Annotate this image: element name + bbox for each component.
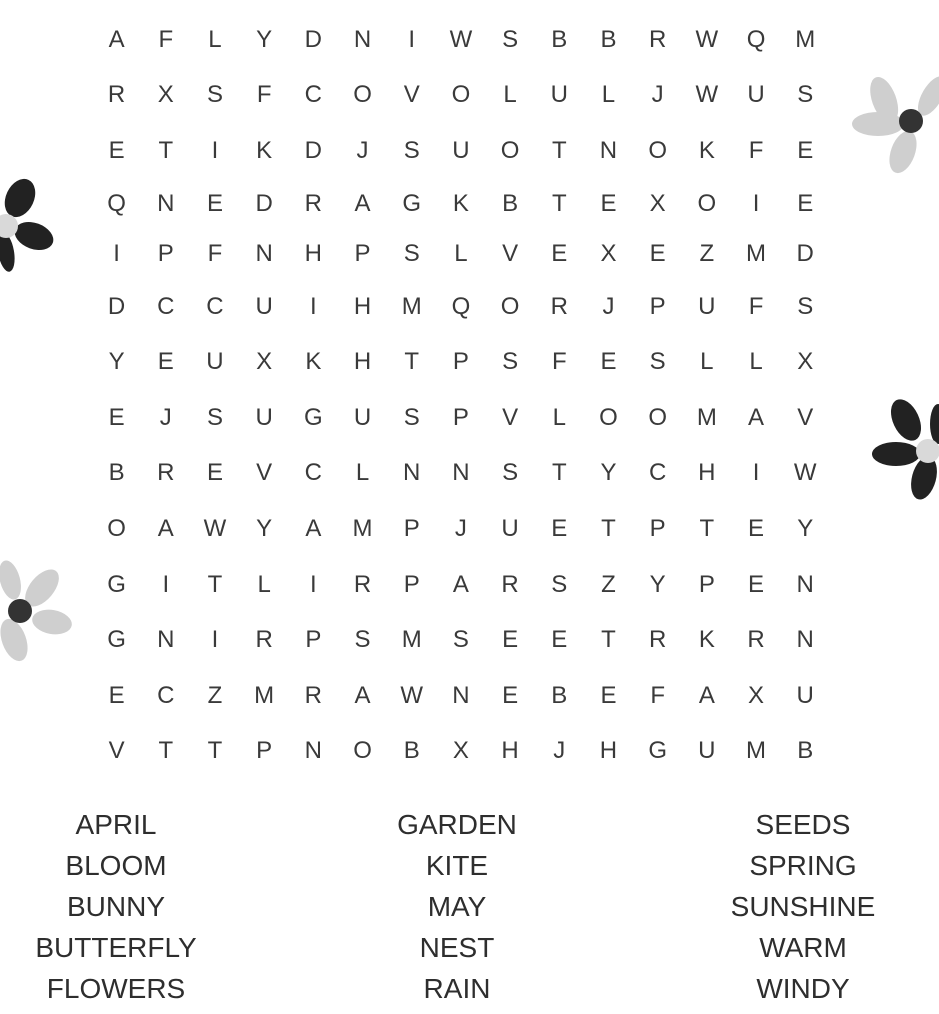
grid-letter[interactable]: O — [697, 189, 717, 217]
grid-letter[interactable]: E — [108, 136, 125, 164]
grid-letter[interactable]: V — [256, 459, 273, 487]
grid-letter[interactable]: S — [403, 239, 420, 267]
grid-letter[interactable]: S — [403, 136, 420, 164]
grid-letter[interactable]: E — [649, 239, 666, 267]
grid-letter[interactable]: V — [502, 403, 519, 431]
grid-letter[interactable]: G — [402, 189, 422, 217]
word-column — [0, 804, 232, 1009]
grid-letter[interactable]: P — [157, 239, 174, 267]
light-flower-icon — [848, 66, 939, 174]
grid-letter[interactable]: T — [404, 348, 420, 376]
grid-letter[interactable]: O — [451, 81, 471, 109]
grid-row — [92, 612, 830, 668]
grid-letter[interactable]: K — [698, 136, 715, 164]
grid-letter[interactable]: U — [747, 81, 765, 109]
grid-letter[interactable]: Y — [256, 514, 273, 542]
grid-letter[interactable]: N — [796, 626, 814, 654]
grid-letter[interactable]: H — [501, 737, 519, 765]
grid-letter[interactable]: Z — [207, 681, 223, 709]
word-list-item: WARM — [759, 932, 847, 963]
word-list — [0, 804, 939, 1014]
word-list-item: KITE — [425, 850, 489, 881]
grid-row — [92, 557, 830, 613]
grid-letter[interactable]: N — [452, 681, 470, 709]
grid-letter[interactable]: M — [746, 239, 767, 267]
grid-letter[interactable]: R — [304, 681, 323, 709]
grid-row — [92, 229, 830, 279]
grid-letter[interactable]: V — [403, 81, 420, 109]
grid-letter[interactable]: S — [502, 348, 519, 376]
grid-letter[interactable]: U — [255, 292, 273, 320]
grid-letter[interactable]: I — [162, 570, 170, 598]
grid-letter[interactable]: B — [551, 681, 568, 709]
word-list-item: APRIL — [75, 809, 157, 840]
grid-letter[interactable]: R — [255, 626, 273, 654]
grid-letter[interactable]: I — [113, 239, 120, 267]
grid-letter[interactable]: B — [797, 737, 814, 765]
grid-letter[interactable]: V — [108, 737, 125, 765]
grid-letter[interactable]: K — [305, 348, 322, 376]
grid-letter[interactable]: D — [107, 292, 126, 320]
grid-letter[interactable]: U — [452, 136, 470, 164]
grid-letter[interactable]: E — [551, 239, 568, 267]
grid-row — [92, 68, 830, 124]
grid-letter[interactable]: R — [747, 626, 765, 654]
grid-letter[interactable]: I — [752, 459, 760, 487]
grid-letter[interactable]: J — [602, 292, 615, 320]
grid-letter[interactable]: T — [551, 459, 567, 487]
grid-letter[interactable]: L — [257, 570, 271, 598]
grid-letter[interactable]: B — [551, 25, 568, 53]
grid-letter[interactable]: C — [206, 292, 224, 320]
grid-letter[interactable]: B — [403, 737, 420, 765]
grid-letter[interactable]: F — [650, 681, 665, 709]
grid-letter[interactable]: K — [452, 189, 469, 217]
grid-letter[interactable]: O — [648, 403, 667, 431]
grid-letter[interactable]: R — [550, 292, 568, 320]
grid-letter[interactable]: H — [304, 239, 323, 267]
word-list-item: GARDEN — [397, 809, 517, 840]
grid-letter[interactable]: P — [698, 570, 715, 598]
grid-letter[interactable]: T — [158, 136, 174, 164]
word-column — [342, 804, 572, 1009]
grid-letter[interactable]: A — [354, 189, 371, 217]
dark-flower-icon — [0, 176, 56, 276]
grid-letter[interactable]: N — [157, 626, 175, 654]
grid-letter[interactable]: U — [255, 403, 273, 431]
grid-letter[interactable]: E — [108, 403, 125, 431]
grid-letter[interactable]: E — [502, 681, 519, 709]
grid-letter[interactable]: P — [305, 626, 322, 654]
grid-letter[interactable]: S — [551, 570, 568, 598]
grid-letter[interactable]: A — [305, 514, 322, 542]
grid-letter[interactable]: E — [108, 681, 125, 709]
grid-letter[interactable]: K — [698, 626, 715, 654]
grid-letter[interactable]: V — [502, 239, 519, 267]
grid-letter[interactable]: E — [600, 681, 617, 709]
grid-letter[interactable]: S — [354, 626, 371, 654]
grid-letter[interactable]: S — [502, 459, 519, 487]
grid-letter[interactable]: N — [353, 25, 372, 53]
grid-letter[interactable]: T — [699, 514, 715, 542]
word-list-item: BLOOM — [65, 850, 167, 881]
grid-letter[interactable]: S — [797, 292, 814, 320]
grid-letter[interactable]: A — [354, 681, 371, 709]
grid-letter[interactable]: D — [304, 25, 323, 53]
grid-letter[interactable]: I — [211, 136, 219, 164]
grid-row — [92, 724, 830, 780]
grid-row — [92, 279, 830, 335]
word-list-item: SEEDS — [755, 809, 851, 840]
grid-letter[interactable]: J — [454, 514, 467, 542]
grid-letter[interactable]: E — [748, 570, 765, 598]
grid-letter[interactable]: K — [256, 136, 273, 164]
grid-letter[interactable]: S — [206, 403, 223, 431]
grid-letter[interactable]: E — [206, 459, 223, 487]
grid-letter[interactable]: U — [698, 737, 716, 765]
grid-letter[interactable]: F — [748, 292, 764, 320]
grid-letter[interactable]: Z — [699, 239, 715, 267]
grid-letter[interactable]: P — [452, 403, 469, 431]
grid-letter[interactable]: N — [304, 737, 323, 765]
grid-letter[interactable]: E — [502, 626, 519, 654]
grid-letter[interactable]: R — [648, 25, 667, 53]
grid-letter[interactable]: Q — [746, 25, 766, 53]
grid-row — [92, 334, 830, 390]
grid-letter[interactable]: J — [651, 81, 664, 109]
grid-letter[interactable]: R — [353, 570, 372, 598]
grid-letter[interactable]: E — [551, 626, 568, 654]
grid-letter[interactable]: C — [157, 681, 175, 709]
word-list-item: NEST — [419, 932, 495, 963]
grid-letter[interactable]: A — [748, 403, 765, 431]
grid-row — [92, 12, 830, 68]
grid-letter[interactable]: G — [107, 570, 126, 598]
grid-letter[interactable]: N — [599, 136, 618, 164]
grid-letter[interactable]: J — [159, 403, 172, 431]
grid-letter[interactable]: P — [649, 514, 666, 542]
grid-letter[interactable]: S — [797, 81, 814, 109]
grid-letter[interactable]: S — [649, 348, 666, 376]
grid-letter[interactable]: X — [649, 189, 666, 217]
grid-letter[interactable]: S — [403, 403, 420, 431]
grid-letter[interactable]: N — [452, 459, 470, 487]
grid-letter[interactable]: E — [600, 348, 617, 376]
grid-letter[interactable]: F — [748, 136, 764, 164]
grid-letter[interactable]: R — [157, 459, 175, 487]
grid-letter[interactable]: S — [502, 25, 519, 53]
grid-letter[interactable]: P — [256, 737, 273, 765]
grid-letter[interactable]: B — [108, 459, 125, 487]
grid-letter[interactable]: I — [408, 25, 416, 53]
grid-row — [92, 446, 830, 502]
grid-letter[interactable]: Y — [649, 570, 666, 598]
word-list-item: SPRING — [749, 850, 857, 881]
grid-letter[interactable]: U — [550, 81, 568, 109]
grid-letter[interactable]: R — [648, 626, 667, 654]
grid-letter[interactable]: I — [752, 189, 760, 217]
grid-letter[interactable]: L — [355, 459, 370, 487]
grid-letter[interactable]: V — [797, 403, 814, 431]
grid-letter[interactable]: P — [452, 348, 469, 376]
grid-letter[interactable]: L — [749, 348, 763, 376]
grid-row — [92, 390, 830, 446]
grid-letter[interactable]: W — [203, 514, 227, 542]
light-flower-icon — [0, 560, 74, 664]
grid-letter[interactable]: A — [157, 514, 174, 542]
grid-letter[interactable]: A — [108, 25, 125, 53]
grid-letter[interactable]: E — [797, 189, 814, 217]
word-list-item: WINDY — [756, 973, 850, 1004]
grid-letter[interactable]: E — [600, 189, 617, 217]
grid-letter[interactable]: E — [551, 514, 568, 542]
grid-letter[interactable]: D — [304, 136, 323, 164]
grid-row — [92, 501, 830, 557]
grid-letter[interactable]: T — [207, 570, 223, 598]
grid-letter[interactable]: X — [600, 239, 617, 267]
grid-letter[interactable]: O — [599, 403, 618, 431]
grid-letter[interactable]: F — [256, 81, 272, 109]
grid-letter[interactable]: W — [400, 681, 424, 709]
grid-letter[interactable]: X — [256, 348, 273, 376]
grid-letter[interactable]: L — [454, 239, 468, 267]
grid-letter[interactable]: B — [600, 25, 617, 53]
grid-letter[interactable]: Y — [108, 348, 125, 376]
grid-letter[interactable]: M — [696, 403, 717, 431]
grid-letter[interactable]: E — [748, 514, 765, 542]
grid-letter[interactable]: R — [501, 570, 519, 598]
dark-flower-icon — [868, 394, 939, 504]
grid-letter[interactable]: F — [158, 25, 174, 53]
grid-letter[interactable]: H — [353, 348, 372, 376]
grid-letter[interactable]: M — [401, 292, 422, 320]
grid-letter[interactable]: N — [255, 239, 273, 267]
grid-letter[interactable]: H — [698, 459, 716, 487]
grid-letter[interactable]: I — [310, 570, 317, 598]
grid-letter[interactable]: Y — [600, 459, 617, 487]
grid-letter[interactable]: T — [551, 136, 567, 164]
grid-letter[interactable]: U — [796, 681, 814, 709]
grid-letter[interactable]: O — [500, 292, 520, 320]
grid-letter[interactable]: M — [746, 737, 767, 765]
grid-letter[interactable]: P — [403, 514, 420, 542]
grid-letter[interactable]: X — [452, 737, 469, 765]
grid-letter[interactable]: T — [601, 626, 616, 654]
grid-letter[interactable]: Q — [451, 292, 471, 320]
grid-letter[interactable]: S — [452, 626, 469, 654]
grid-letter[interactable]: D — [796, 239, 814, 267]
grid-letter[interactable]: W — [695, 25, 719, 53]
grid-letter[interactable]: J — [553, 737, 566, 765]
grid-letter[interactable]: M — [352, 514, 373, 542]
grid-letter[interactable]: N — [796, 570, 814, 598]
grid-letter[interactable]: Z — [601, 570, 616, 598]
word-list-item: RAIN — [423, 973, 491, 1004]
grid-letter[interactable]: C — [304, 459, 323, 487]
word-list-item: SUNSHINE — [730, 891, 876, 922]
grid-letter[interactable]: X — [157, 81, 174, 109]
grid-letter[interactable]: O — [500, 136, 520, 164]
grid-letter[interactable]: D — [255, 189, 273, 217]
grid-letter[interactable]: A — [452, 570, 469, 598]
grid-letter[interactable]: C — [648, 459, 667, 487]
grid-row — [92, 123, 830, 179]
grid-letter[interactable]: H — [353, 292, 372, 320]
grid-letter[interactable]: E — [206, 189, 223, 217]
word-list-item: BUNNY — [66, 891, 165, 922]
grid-row — [92, 179, 830, 229]
grid-letter[interactable]: B — [502, 189, 519, 217]
grid-letter[interactable]: L — [552, 403, 566, 431]
grid-letter[interactable]: S — [206, 81, 223, 109]
grid-letter[interactable]: A — [698, 681, 715, 709]
grid-letter[interactable]: G — [107, 626, 126, 654]
grid-letter[interactable]: L — [503, 81, 517, 109]
grid-letter[interactable]: T — [158, 737, 174, 765]
grid-letter[interactable]: J — [356, 136, 369, 164]
grid-letter[interactable]: W — [695, 81, 719, 109]
grid-letter[interactable]: L — [208, 25, 222, 53]
grid-letter[interactable]: F — [551, 348, 567, 376]
word-list-item: MAY — [427, 891, 487, 922]
grid-letter[interactable]: E — [157, 348, 174, 376]
grid-letter[interactable]: I — [211, 626, 219, 654]
grid-letter[interactable]: M — [401, 626, 422, 654]
grid-letter[interactable]: N — [157, 189, 175, 217]
grid-letter[interactable]: Y — [797, 514, 814, 542]
grid-letter[interactable]: O — [648, 136, 667, 164]
grid-letter[interactable]: F — [207, 239, 223, 267]
word-search-grid[interactable] — [92, 12, 830, 779]
grid-letter[interactable]: O — [353, 81, 372, 109]
grid-letter[interactable]: O — [107, 514, 126, 542]
word-list-item: FLOWERS — [46, 973, 186, 1004]
grid-letter[interactable]: C — [157, 292, 175, 320]
grid-letter[interactable]: U — [698, 292, 716, 320]
grid-letter[interactable]: U — [501, 514, 519, 542]
grid-letter[interactable]: W — [793, 459, 817, 487]
word-list-item: BUTTERFLY — [35, 932, 197, 963]
grid-letter[interactable]: Y — [256, 25, 273, 53]
grid-letter[interactable]: G — [648, 737, 667, 765]
grid-letter[interactable]: C — [304, 81, 323, 109]
grid-letter[interactable]: L — [601, 81, 616, 109]
grid-letter[interactable]: T — [207, 737, 223, 765]
grid-letter[interactable]: T — [551, 189, 567, 217]
grid-letter[interactable]: T — [601, 514, 616, 542]
grid-letter[interactable]: P — [403, 570, 420, 598]
grid-letter[interactable]: I — [310, 292, 317, 320]
grid-letter[interactable]: P — [649, 292, 666, 320]
grid-letter[interactable]: W — [449, 25, 473, 53]
grid-letter[interactable]: O — [353, 737, 372, 765]
grid-letter[interactable]: H — [599, 737, 618, 765]
grid-letter[interactable]: X — [797, 348, 814, 376]
grid-letter[interactable]: R — [107, 81, 126, 109]
grid-letter[interactable]: M — [254, 681, 275, 709]
grid-letter[interactable]: N — [403, 459, 421, 487]
word-column — [688, 804, 918, 1009]
grid-letter[interactable]: L — [700, 348, 714, 376]
grid-letter[interactable]: R — [304, 189, 323, 217]
grid-letter[interactable]: U — [353, 403, 372, 431]
grid-letter[interactable]: X — [748, 681, 765, 709]
grid-letter[interactable]: G — [304, 403, 323, 431]
grid-row — [92, 668, 830, 724]
grid-letter[interactable]: Q — [107, 189, 126, 217]
grid-letter[interactable]: P — [354, 239, 371, 267]
grid-letter[interactable]: M — [795, 25, 816, 53]
grid-letter[interactable]: E — [797, 136, 814, 164]
grid-letter[interactable]: U — [206, 348, 224, 376]
